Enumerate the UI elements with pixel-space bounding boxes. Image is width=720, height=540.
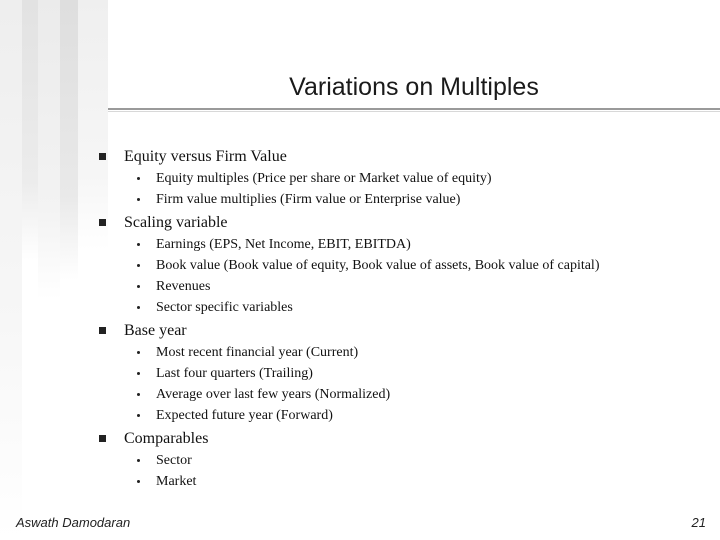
sub-list [96, 168, 706, 210]
bullet-dot-icon [137, 177, 140, 180]
list-item [96, 276, 706, 297]
list-item-text: Most recent financial year (Current) [156, 345, 359, 360]
section-heading-text: Equity versus Firm Value [124, 148, 287, 165]
list-item-text: Equity multiples (Price per share or Market value of equity) [156, 171, 492, 186]
bullet-dot-icon [137, 351, 140, 354]
section-comparables [96, 428, 706, 492]
list-item-text: Expected future year (Forward) [156, 408, 333, 423]
list-item-text: Last four quarters (Trailing) [156, 366, 313, 381]
section-heading-text: Scaling variable [124, 214, 228, 231]
decorative-bar [38, 0, 60, 300]
title-divider-shadow [108, 111, 720, 112]
section-heading [96, 146, 706, 168]
slide-body [96, 146, 706, 492]
sub-list [96, 342, 706, 426]
list-item [96, 342, 706, 363]
page-number: 21 [691, 515, 706, 530]
list-item [96, 168, 706, 189]
decorative-bar [22, 0, 38, 260]
sub-list [96, 450, 706, 492]
list-item [96, 189, 706, 210]
footer-author: Aswath Damodaran [16, 515, 131, 530]
bullet-dot-icon [137, 414, 140, 417]
list-item-text: Average over last few years (Normalized) [156, 387, 391, 402]
list-item [96, 234, 706, 255]
section-heading [96, 428, 706, 450]
bullet-dot-icon [137, 459, 140, 462]
bullet-dot-icon [137, 285, 140, 288]
list-item-text: Book value (Book value of equity, Book value of assets, Book value of capital) [156, 258, 600, 273]
bullet-dot-icon [137, 306, 140, 309]
list-item-text: Revenues [156, 279, 211, 294]
list-item [96, 405, 706, 426]
bullet-dot-icon [137, 264, 140, 267]
bullet-dot-icon [137, 393, 140, 396]
section-equity-vs-firm [96, 146, 706, 210]
decorative-bar [60, 0, 78, 280]
list-item [96, 363, 706, 384]
section-heading [96, 320, 706, 342]
bullet-dot-icon [137, 198, 140, 201]
list-item-text: Firm value multiplies (Firm value or Enterprise value) [156, 192, 461, 207]
bullet-dot-icon [137, 243, 140, 246]
title-divider [108, 108, 720, 110]
list-item [96, 297, 706, 318]
decorative-bar [0, 0, 22, 540]
list-item [96, 450, 706, 471]
list-item-text: Sector specific variables [156, 300, 293, 315]
square-bullet-icon [99, 327, 106, 334]
section-heading-text: Base year [124, 322, 187, 339]
section-base-year [96, 320, 706, 426]
list-item-text: Earnings (EPS, Net Income, EBIT, EBITDA) [156, 237, 411, 252]
section-scaling-variable [96, 212, 706, 318]
square-bullet-icon [99, 435, 106, 442]
bullet-dot-icon [137, 372, 140, 375]
bullet-dot-icon [137, 480, 140, 483]
square-bullet-icon [99, 153, 106, 160]
square-bullet-icon [99, 219, 106, 226]
section-heading-text: Comparables [124, 430, 209, 447]
list-item-text: Sector [156, 453, 192, 468]
section-heading [96, 212, 706, 234]
list-item-text: Market [156, 474, 197, 489]
list-item [96, 255, 706, 276]
list-item [96, 384, 706, 405]
slide-title: Variations on Multiples [289, 73, 539, 101]
list-item [96, 471, 706, 492]
sub-list [96, 234, 706, 318]
